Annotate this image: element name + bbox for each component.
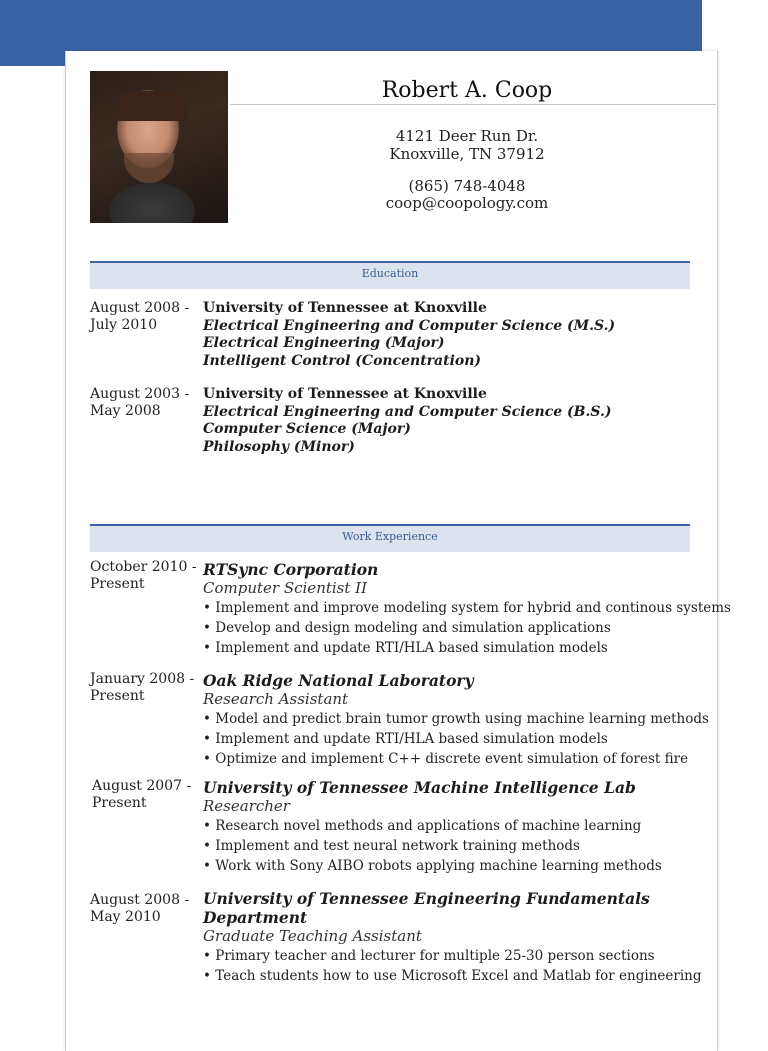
date-end: Present (90, 576, 145, 592)
date-end: Present (92, 795, 147, 811)
education-section-header: Education (90, 261, 690, 289)
phone-number: (865) 748-4048 (408, 177, 526, 195)
degree-line: Philosophy (Minor) (203, 438, 355, 455)
job-title: Researcher (203, 797, 290, 815)
job-date (90, 892, 200, 926)
date-start: January 2008 - (90, 671, 195, 687)
degree-line: Intelligent Control (Concentration) (203, 352, 482, 369)
job-bullet: • Implement and update RTI/HLA based simulation models (203, 731, 608, 747)
job-bullet: • Research novel methods and applications of machine learning (203, 818, 642, 834)
job-bullet: • Primary teacher and lecturer for multiple 25-30 person sections (203, 948, 655, 964)
job-bullet: • Optimize and implement C++ discrete event simulation of forest fire (203, 751, 689, 767)
date-end: Present (90, 688, 145, 704)
education-entry (203, 386, 703, 456)
profile-photo (90, 71, 228, 223)
job-title: Computer Scientist II (203, 579, 368, 597)
institution-name: University of Tennessee at Knoxville (203, 386, 487, 402)
date-start: August 2008 - (90, 300, 190, 316)
job-title: Graduate Teaching Assistant (203, 927, 422, 945)
education-entry (203, 300, 703, 370)
education-date (90, 386, 200, 420)
employer-name: Oak Ridge National Laboratory (203, 671, 474, 690)
employer-name: RTSync Corporation (203, 560, 379, 579)
job-bullet: • Model and predict brain tumor growth using machine learning methods (203, 711, 709, 727)
employer-name-continued: Department (203, 908, 308, 927)
job-bullet: • Implement and improve modeling system for hybrid and continous systems (203, 600, 731, 616)
date-start: August 2007 - (92, 778, 192, 794)
address-line-2: Knoxville, TN 37912 (389, 145, 545, 163)
employer-name: University of Tennessee Machine Intelligence Lab (203, 778, 636, 797)
education-date (90, 300, 200, 334)
job-date (92, 778, 202, 812)
date-end: May 2010 (90, 909, 161, 925)
institution-name: University of Tennessee at Knoxville (203, 300, 487, 316)
photo-beard-shape (124, 153, 174, 183)
job-bullet: • Implement and test neural network training methods (203, 838, 580, 854)
work-section-header: Work Experience (90, 524, 690, 552)
job-bullet: • Teach students how to use Microsoft Excel and Matlab for engineering (203, 968, 702, 984)
job-entry (203, 778, 703, 876)
job-bullet: • Implement and update RTI/HLA based simulation models (203, 640, 608, 656)
job-date (90, 559, 200, 593)
candidate-name: Robert A. Coop (381, 78, 553, 103)
date-end: July 2010 (90, 317, 158, 333)
email-address: coop@coopology.com (385, 194, 549, 212)
job-title: Research Assistant (203, 690, 349, 708)
degree-line: Electrical Engineering and Computer Science (B.S.) (203, 403, 612, 420)
degree-line: Electrical Engineering and Computer Science (M.S.) (203, 317, 616, 334)
date-start: October 2010 - (90, 559, 197, 575)
degree-line: Computer Science (Major) (203, 421, 411, 437)
name-divider (230, 104, 716, 105)
job-bullet: • Work with Sony AIBO robots applying machine learning methods (203, 858, 662, 874)
employer-name: University of Tennessee Engineering Fundamentals (203, 889, 650, 908)
job-entry (203, 889, 703, 986)
date-start: August 2003 - (90, 386, 190, 402)
job-bullet: • Develop and design modeling and simulation applications (203, 620, 611, 636)
date-end: May 2008 (90, 403, 161, 419)
job-entry (203, 671, 709, 769)
photo-hair-shape (114, 91, 188, 121)
degree-line: Electrical Engineering (Major) (203, 335, 445, 351)
address-line-1: 4121 Deer Run Dr. (395, 127, 539, 145)
job-entry (203, 560, 731, 658)
date-start: August 2008 - (90, 892, 190, 908)
job-date (90, 671, 200, 705)
